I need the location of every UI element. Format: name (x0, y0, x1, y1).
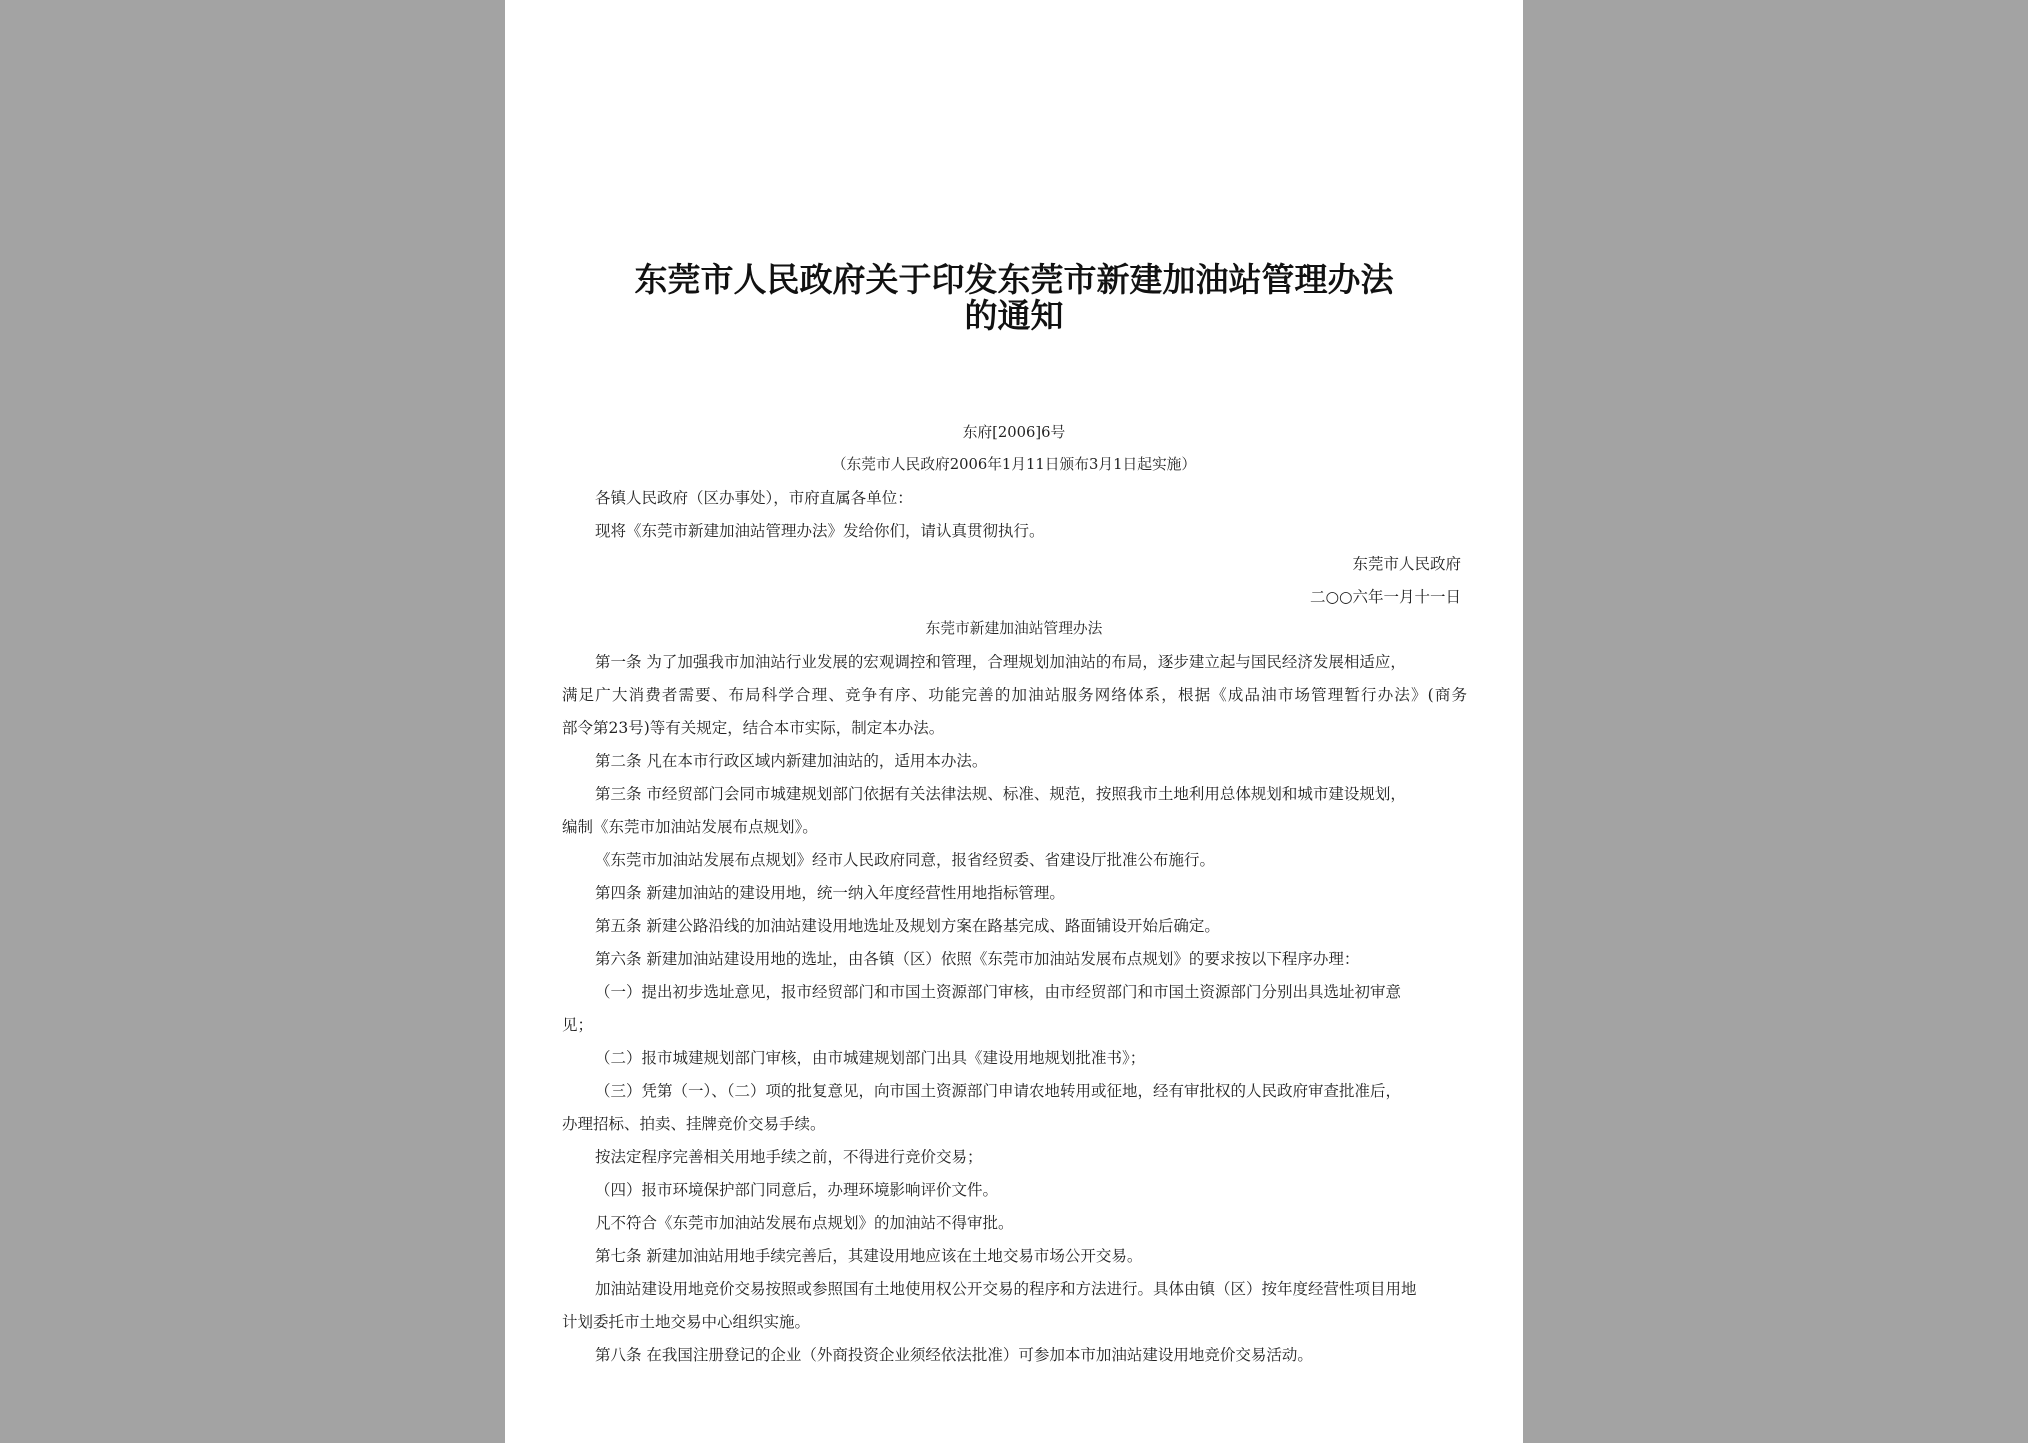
salutation: 各镇人民政府（区办事处），市府直属各单位： (595, 489, 913, 507)
text-line: 按法定程序完善相关用地手续之前，不得进行竞价交易； (595, 1148, 983, 1166)
text-line: 部令第23号)等有关规定，结合本市实际，制定本办法。 (562, 719, 945, 737)
text-line: 第八条 在我国注册登记的企业（外商投资企业须经依法批准）可参加本市加油站建设用地竞价交易活动。 (595, 1346, 1313, 1364)
text-line: 凡不符合《东莞市加油站发展布点规划》的加油站不得审批。 (595, 1214, 1014, 1232)
signatory: 东莞市人民政府 (1352, 555, 1461, 573)
issue-note: （东莞市人民政府2006年1月11日颁布3月1日起实施） (831, 456, 1197, 473)
text-line: 第二条 凡在本市行政区域内新建加油站的，适用本办法。 (595, 752, 988, 770)
text-line: 第三条 市经贸部门会同市城建规划部门依据有关法律法规、标准、规范，按照我市土地利用总体规划和城市建设规划， (595, 785, 1406, 803)
document-title-line-1: 东莞市人民政府关于印发东莞市新建加油站管理办法 (634, 260, 1394, 299)
text-line: 第一条 为了加强我市加油站行业发展的宏观调控和管理，合理规划加油站的布局，逐步建立起与国民经济发展相适应， (595, 653, 1406, 671)
document-title (505, 262, 1523, 334)
text-line: 加油站建设用地竞价交易按照或参照国有土地使用权公开交易的程序和方法进行。具体由镇（区）按年度经营性项目用地 (595, 1280, 1417, 1298)
text-line: （三）凭第（一）、（二）项的批复意见，向市国土资源部门申请农地转用或征地，经有审批权的人民政府审查批准后， (595, 1082, 1402, 1100)
document-number: 东府[2006]6号 (962, 424, 1066, 441)
text-line: 办理招标、拍卖、挂牌竞价交易手续。 (562, 1115, 826, 1133)
document-title-line-2: 的通知 (964, 296, 1064, 335)
text-line: （四）报市环境保护部门同意后，办理环境影响评价文件。 (595, 1181, 999, 1199)
text-line: 计划委托市土地交易中心组织实施。 (562, 1313, 811, 1331)
text-line: 第四条 新建加油站的建设用地，统一纳入年度经营性用地指标管理。 (595, 884, 1065, 902)
text-line: 见； (562, 1016, 594, 1034)
text-line: 第五条 新建公路沿线的加油站建设用地选址及规划方案在路基完成、路面铺设开始后确定。 (595, 917, 1220, 935)
measures-subtitle: 东莞市新建加油站管理办法 (925, 620, 1103, 637)
text-line: 第六条 新建加油站建设用地的选址，由各镇（区）依照《东莞市加油站发展布点规划》的要求按以下程序办理： (595, 950, 1360, 968)
text-line: 第七条 新建加油站用地手续完善后，其建设用地应该在土地交易市场公开交易。 (595, 1247, 1143, 1265)
text-line: 满足广大消费者需要、布局科学合理、竞争有序、功能完善的加油站服务网络体系，根据《成品油市场管理暂行办法》(商务 (562, 686, 1467, 704)
text-line: （一）提出初步选址意见，报市经贸部门和市国土资源部门审核，由市经贸部门和市国土资源部门分别出具选址初审意 (595, 983, 1402, 1001)
text-line: 编制《东莞市加油站发展布点规划》。 (562, 818, 818, 836)
text-line: （二）报市城建规划部门审核，由市城建规划部门出具《建设用地规划批准书》； (595, 1049, 1146, 1067)
intro-paragraph: 现将《东莞市新建加油站管理办法》发给你们，请认真贯彻执行。 (595, 522, 1045, 540)
text-line: 《东莞市加油站发展布点规划》经市人民政府同意，报省经贸委、省建设厅批准公布施行。 (595, 851, 1216, 869)
document-page (505, 0, 1523, 1443)
sign-date: 二○○六年一月十一日 (1309, 588, 1461, 606)
